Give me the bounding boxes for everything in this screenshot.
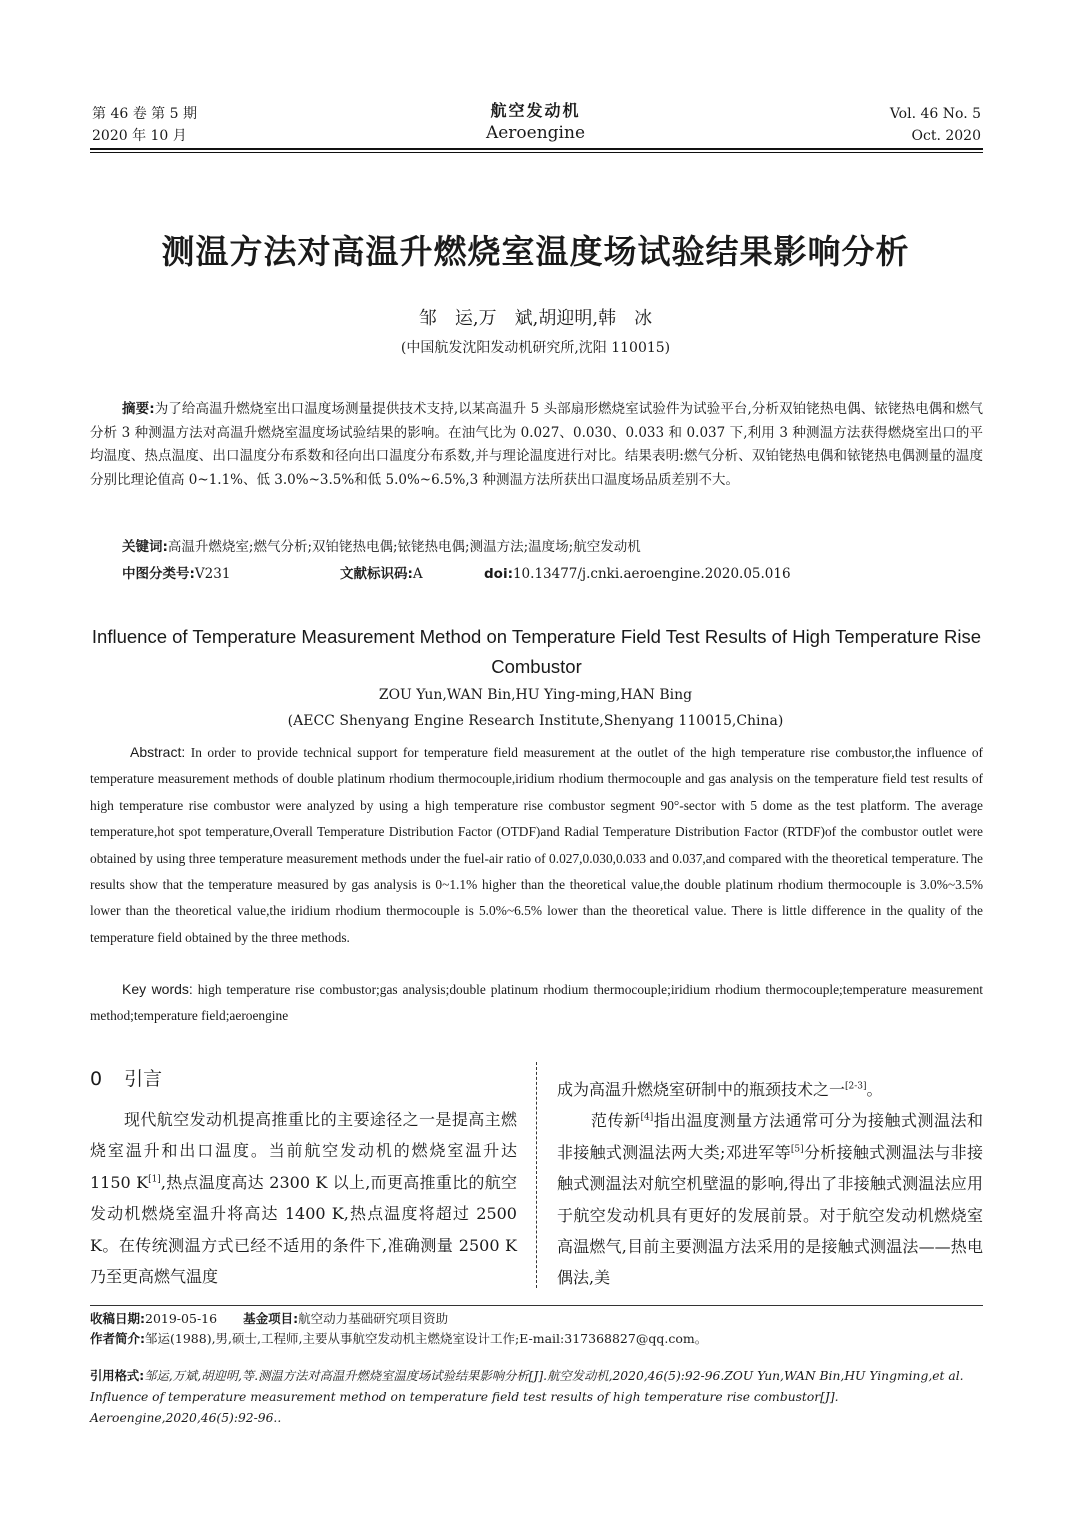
column-divider bbox=[536, 1062, 537, 1288]
body-column-left bbox=[90, 1104, 517, 1292]
affiliation-en: (AECC Shenyang Engine Research Institute,Shenyang 110015,China) bbox=[287, 713, 784, 729]
citation-value: 邹运,万斌,胡迎明,等.测温方法对高温升燃烧室温度场试验结果影响分析[J].航空发动机,2020,46(5):92-96.ZOU Yun,WAN Bin,HU Yingming,et al. Influence of temperature measurement method on temperature field test results of high temperature rise combustor[J]. Aeroengine,2020,46(5):92-96.. bbox=[90, 1369, 964, 1425]
fund-value: 航空动力基础研究项目资助 bbox=[298, 1311, 449, 1326]
paper-title-cn: 测温方法对高温升燃烧室温度场试验结果影响分析 bbox=[161, 232, 910, 271]
section-heading bbox=[90, 1065, 162, 1093]
body-right-continuation bbox=[557, 1074, 983, 1105]
keywords-en bbox=[90, 976, 983, 1030]
abstract-en-text: In order to provide technical support for temperature field measurement at the outlet of the high temperature rise combustor,the influence of temperature measurement methods of double platinum rhodium thermocouple,iridium rhodium thermocouple and gas analysis on the temperature field test results of high temperature rise combustor were analyzed by using a high temperature rise combustor segment 90°-sector with 5 dome as the test platform. The average temperature,hot spot temperature,Overall Temperature Distribution Factor (OTDF)and Radial Temperature Distribution Factor (RTDF)of the combustor outlet were obtained by using three temperature measurement methods under the fuel-air ratio of 0.027,0.030,0.033 and 0.037,and compared with the theoretical temperature. The results show that the temperature measured by gas analysis is 0~1.1% higher than the theoretical value,the double platinum rhodium thermocouple is 3.0%~3.5% lower than the theoretical value,the iridium rhodium thermocouple is 5.0%~6.5% lower than the theoretical value. There is little difference in the quality of the temperature field obtained by the three methods. bbox=[90, 745, 983, 945]
author-bio-value: 邹运(1988),男,硕士,工程师,主要从事航空发动机主燃烧室设计工作;E-mail:317368827@qq.com。 bbox=[145, 1331, 708, 1346]
footnote-line-2 bbox=[90, 1329, 983, 1349]
journal-name-en: Aeroengine bbox=[485, 123, 586, 143]
clc-value: V231 bbox=[194, 566, 231, 582]
citation-ref: [1] bbox=[148, 1174, 161, 1185]
doc-code-value: A bbox=[412, 566, 423, 582]
journal-name-cn: 航空发动机 bbox=[490, 101, 581, 120]
doc-code-label: 文献标识码: bbox=[340, 566, 413, 582]
body-right-text-1a: 范传新 bbox=[591, 1111, 641, 1131]
doc-code bbox=[340, 563, 484, 585]
body-right-text-1c: 分析接触式测温法与非接触式测温法对航空机壁温的影响,得出了非接触式测温法应用于航空发动机具有更好的发展前景。对于航空发动机燃烧室高温燃气,目前主要测温方法采用的是接触式测温法——热电偶法,美 bbox=[557, 1142, 983, 1288]
body-right-text-1b: 指出温度测量方法通常可分为接触式测温法和非接触式测温法两大类;邓进军等 bbox=[557, 1111, 983, 1162]
affiliation-cn: (中国航发沈阳发动机研究所,沈阳 110015) bbox=[400, 340, 671, 356]
body-right-paragraph bbox=[557, 1105, 983, 1293]
citation-label: 引用格式: bbox=[90, 1369, 145, 1383]
authors-cn: 邹 运,万 斌,胡迎明,韩 冰 bbox=[418, 308, 653, 329]
citation-format bbox=[90, 1366, 983, 1429]
date-cn: 2020 年 10 月 bbox=[92, 128, 187, 144]
keywords-cn-label: 关键词: bbox=[122, 539, 168, 555]
header-rule-thick bbox=[90, 148, 983, 150]
header-rule-thin bbox=[90, 152, 983, 153]
body-right-text-0b: 。 bbox=[866, 1080, 883, 1099]
body-left-text-b: ,热点温度高达 2300 K 以上,而更高推重比的航空发动机燃烧室温升将高达 1400 K,热点温度将超过 2500 K。在传统测温方式已经不适用的条件下,准确测量 2500 K 乃至更高燃气温度 bbox=[90, 1172, 517, 1287]
footer-rule bbox=[90, 1305, 983, 1306]
header-issue-en bbox=[890, 103, 981, 147]
clc-label: 中图分类号: bbox=[122, 566, 195, 582]
abstract-cn-text: 为了给高温升燃烧室出口温度场测量提供技术支持,以某高温升 5 头部扇形燃烧室试验件为试验平台,分析双铂铑热电偶、铱铑热电偶和燃气分析 3 种测温方法对高温升燃烧室温度场试验结果的影响。在油气比为 0.027、0.030、0.033 和 0.037 下,利用 3 种测温方法获得燃烧室出口的平均温度、热点温度、出口温度分布系数和径向出口温度分布系数,并与理论温度进行对比。结果表明:燃气分析、双铂铑热电偶和铱铑热电偶测量的温度分别比理论值高 0~1.1%、低 3.0%~3.5%和低 5.0%~6.5%,3 种测温方法所获出口温度场品质差别不大。 bbox=[90, 401, 983, 488]
paper-title-en: Influence of Temperature Measurement Method on Temperature Field Test Results of High Temperature Rise Combustor bbox=[91, 626, 982, 677]
vol-issue-en: Vol. 46 No. 5 bbox=[889, 106, 981, 122]
doi bbox=[484, 563, 791, 585]
keywords-en-text: high temperature rise combustor;gas analysis;double platinum rhodium thermocouple;iridium rhodium thermocouple;temperature measurement method;temperature field;aeroengine bbox=[90, 982, 983, 1024]
authors-en: ZOU Yun,WAN Bin,HU Ying-ming,HAN Bing bbox=[378, 687, 693, 703]
date-en: Oct. 2020 bbox=[911, 128, 981, 144]
abstract-cn bbox=[90, 398, 983, 492]
abstract-en-label: Abstract: bbox=[130, 744, 186, 760]
footnote-info bbox=[90, 1309, 983, 1349]
citation-ref: [5] bbox=[790, 1144, 804, 1155]
vol-issue-cn: 第 46 卷 第 5 期 bbox=[92, 106, 197, 122]
clc-number bbox=[122, 563, 340, 585]
abstract-en bbox=[90, 739, 983, 951]
citation-ref: [2-3] bbox=[845, 1081, 867, 1092]
footnote-line-1 bbox=[90, 1309, 983, 1329]
body-left-text-a: 现代航空发动机提高推重比的主要途径之一是提高主燃烧室温升和出口温度。当前航空发动机的燃烧室温升达 1150 K bbox=[90, 1110, 517, 1192]
body-right-text-0a: 成为高温升燃烧室研制中的瓶颈技术之一 bbox=[557, 1080, 846, 1099]
doi-label: doi: bbox=[484, 566, 513, 582]
section-number: 0 bbox=[90, 1068, 103, 1090]
citation-ref: [4] bbox=[640, 1113, 654, 1124]
author-bio-label: 作者简介: bbox=[90, 1331, 145, 1346]
classification-line bbox=[122, 563, 982, 585]
body-column-right bbox=[557, 1074, 983, 1294]
keywords-cn-text: 高温升燃烧室;燃气分析;双铂铑热电偶;铱铑热电偶;测温方法;温度场;航空发动机 bbox=[167, 539, 641, 555]
fund-label: 基金项目: bbox=[243, 1311, 299, 1326]
received-label: 收稿日期: bbox=[90, 1311, 145, 1326]
keywords-cn bbox=[122, 536, 641, 558]
received-value: 2019-05-16 bbox=[145, 1311, 218, 1326]
section-title: 引言 bbox=[124, 1068, 163, 1090]
doi-value: 10.13477/j.cnki.aeroengine.2020.05.016 bbox=[512, 566, 791, 582]
keywords-en-label: Key words: bbox=[122, 981, 193, 997]
abstract-cn-label: 摘要: bbox=[122, 401, 155, 417]
